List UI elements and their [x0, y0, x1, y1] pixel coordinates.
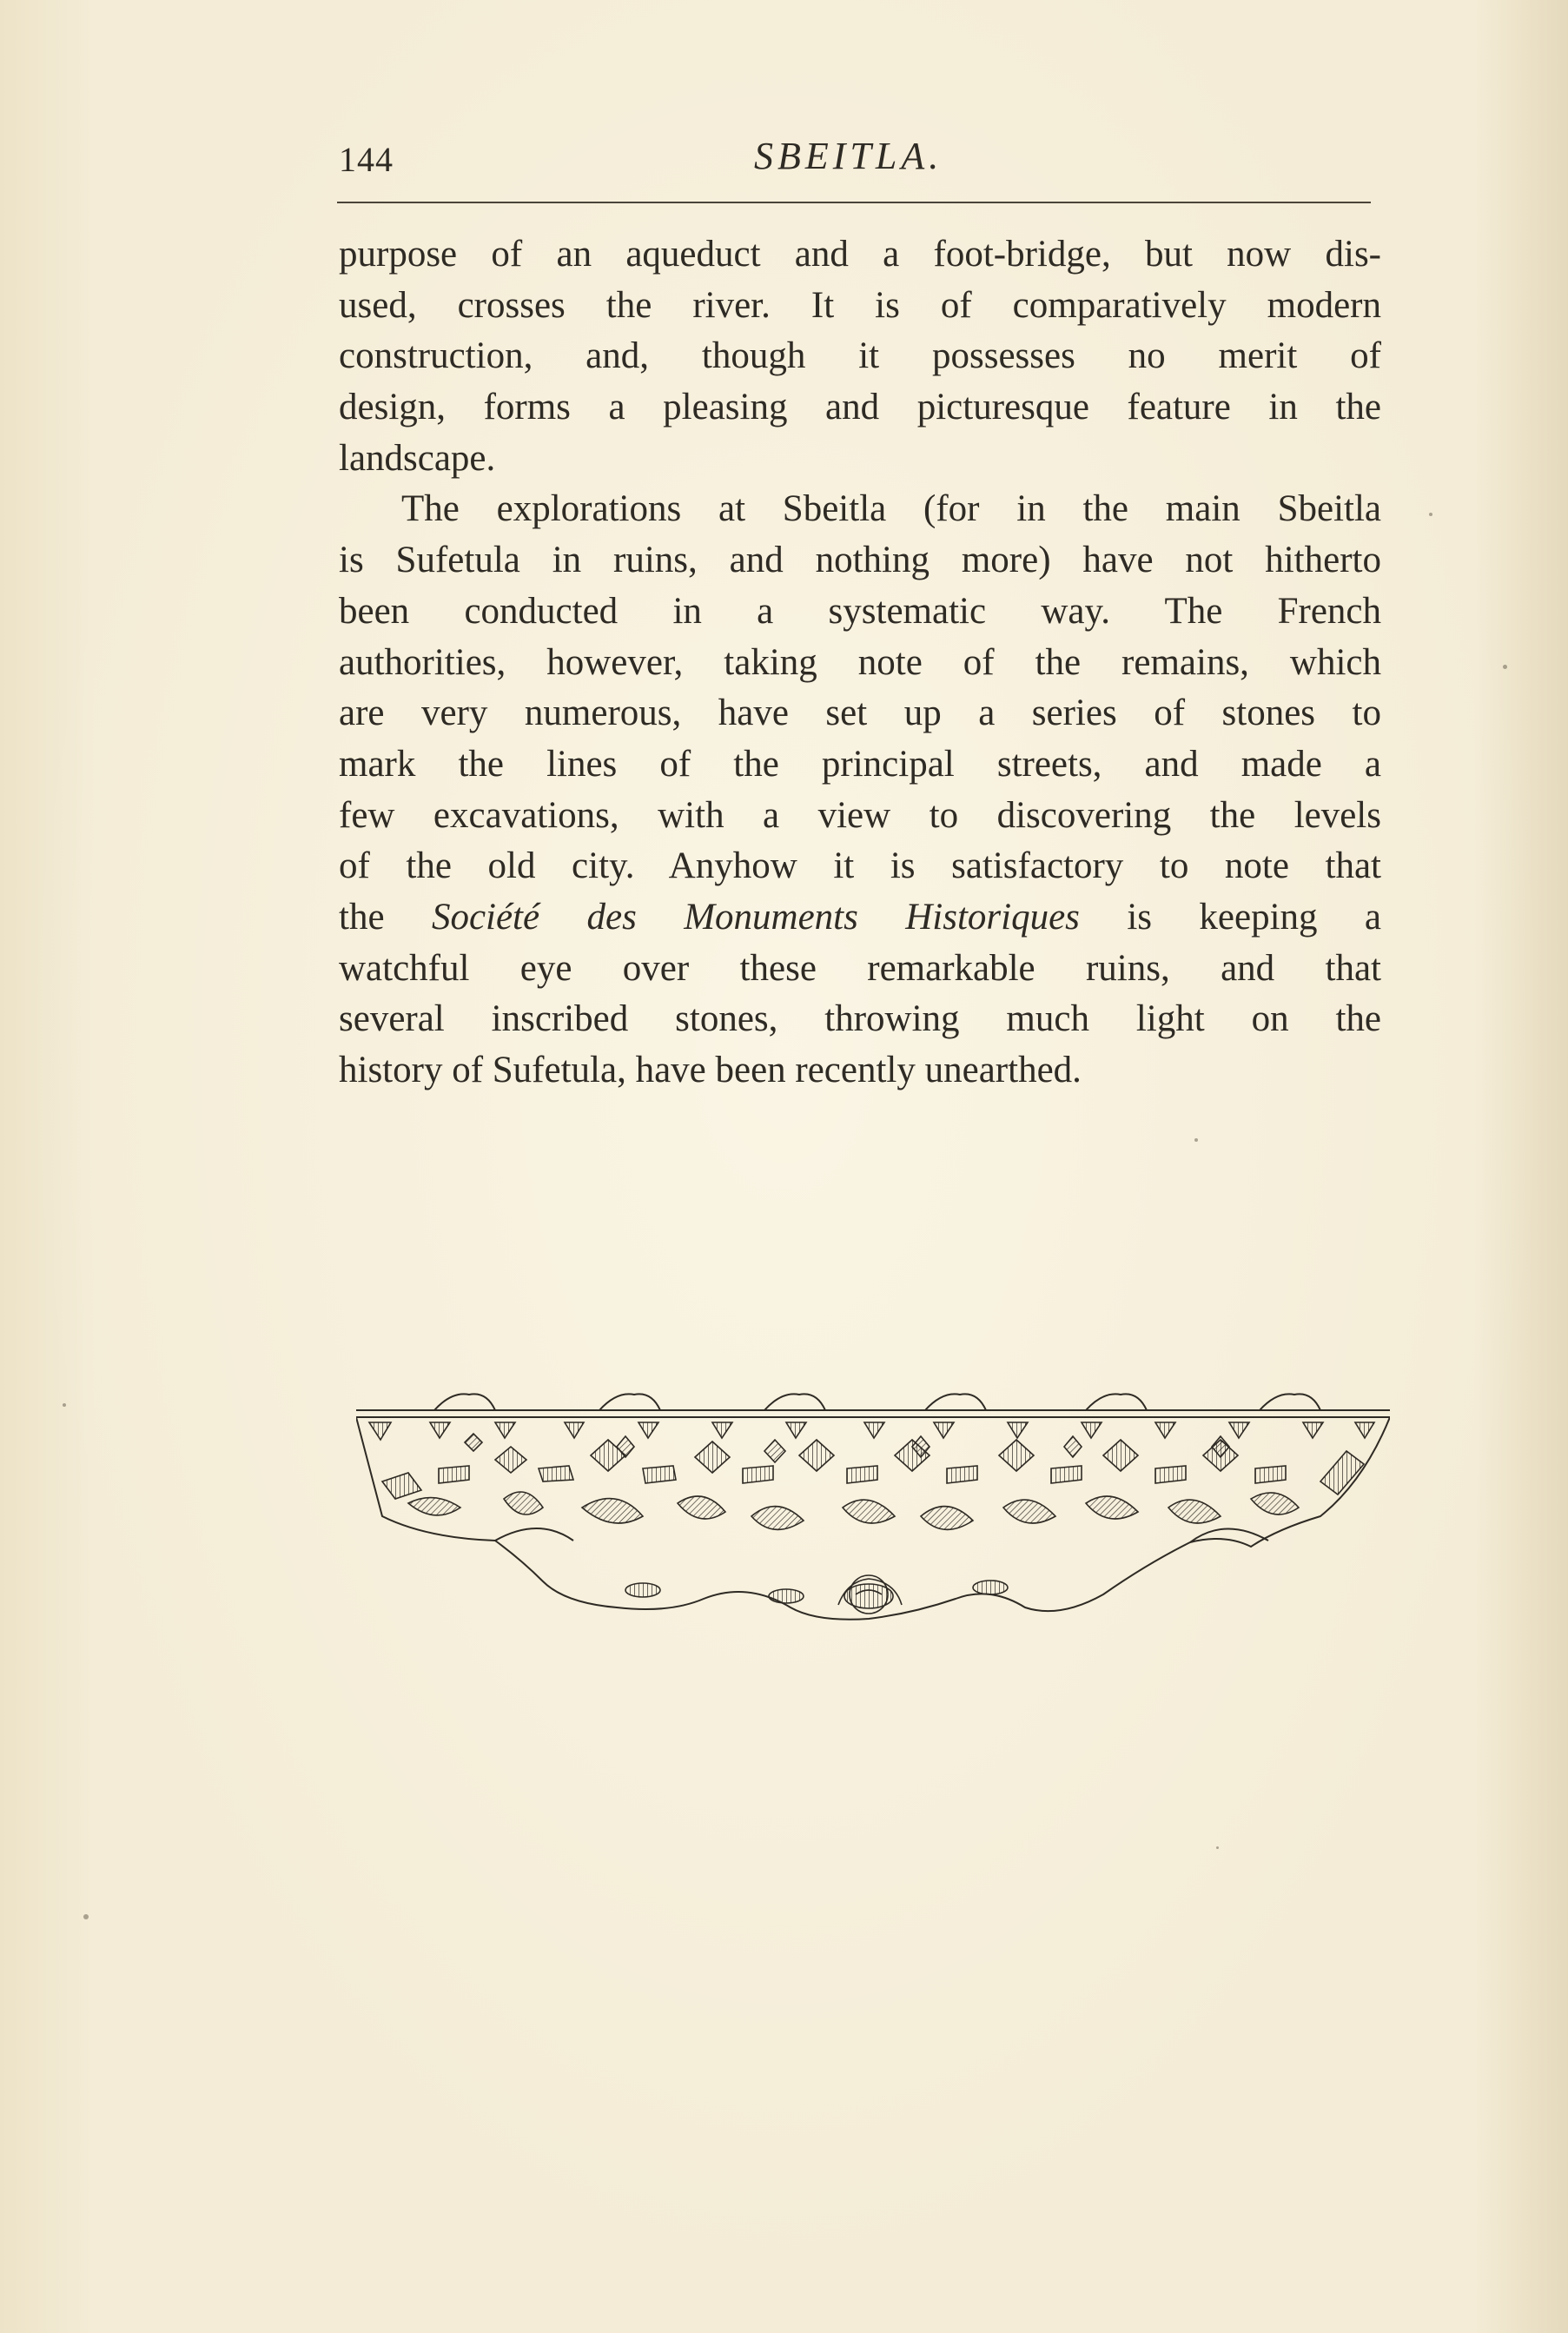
paper-speck: [1194, 1138, 1198, 1142]
italic-society-name: Société des Monuments Historiques: [431, 896, 1080, 938]
text-line: few excavations, with a view to discovering the levels: [339, 794, 1381, 836]
text-line: been conducted in a systematic way. The French: [339, 590, 1381, 632]
text-line: are very numerous, have set up a series of stones to: [339, 693, 1381, 734]
tailpiece-ornament-icon: [356, 1386, 1390, 1647]
text-line: of the old city. Anyhow it is satisfactory to note that: [339, 845, 1381, 887]
paper-speck: [1503, 665, 1507, 669]
text-fragment: the: [339, 896, 432, 938]
paper-speck: [1429, 513, 1432, 516]
paper-speck: [63, 1403, 66, 1407]
text-line: mark the lines of the principal streets, and made a: [339, 743, 1381, 785]
text-line: used, crosses the river. It is of comparatively modern: [339, 284, 1381, 326]
text-line: watchful eye over these remarkable ruins, and that: [339, 947, 1381, 989]
text-line: purpose of an aqueduct and a foot-bridge, but now dis-: [339, 234, 1381, 275]
text-line: several inscribed stones, throwing much light on the: [339, 998, 1381, 1040]
paper-speck: [83, 1914, 89, 1919]
text-line: construction, and, though it possesses no merit of: [339, 335, 1381, 377]
text-line: design, forms a pleasing and picturesque feature in the: [339, 387, 1381, 428]
text-line: is Sufetula in ruins, and nothing more) have not hitherto: [339, 540, 1381, 581]
running-head: [337, 130, 1371, 200]
page-number: 144: [339, 140, 394, 179]
text-line: history of Sufetula, have been recently unearthed.: [339, 1050, 1082, 1090]
text-line: authorities, however, taking note of the remains, which: [339, 641, 1381, 683]
body-text: [339, 229, 1381, 1097]
text-line: The explorations at Sbeitla (for in the main Sbeitla: [401, 488, 1381, 530]
text-line-with-italic: [339, 892, 1381, 944]
paper-speck: [1216, 1846, 1219, 1849]
text-line: landscape.: [339, 437, 496, 479]
running-title: SBEITLA.: [754, 135, 943, 177]
text-fragment: is keeping a: [1079, 896, 1381, 938]
header-rule: [337, 202, 1371, 203]
